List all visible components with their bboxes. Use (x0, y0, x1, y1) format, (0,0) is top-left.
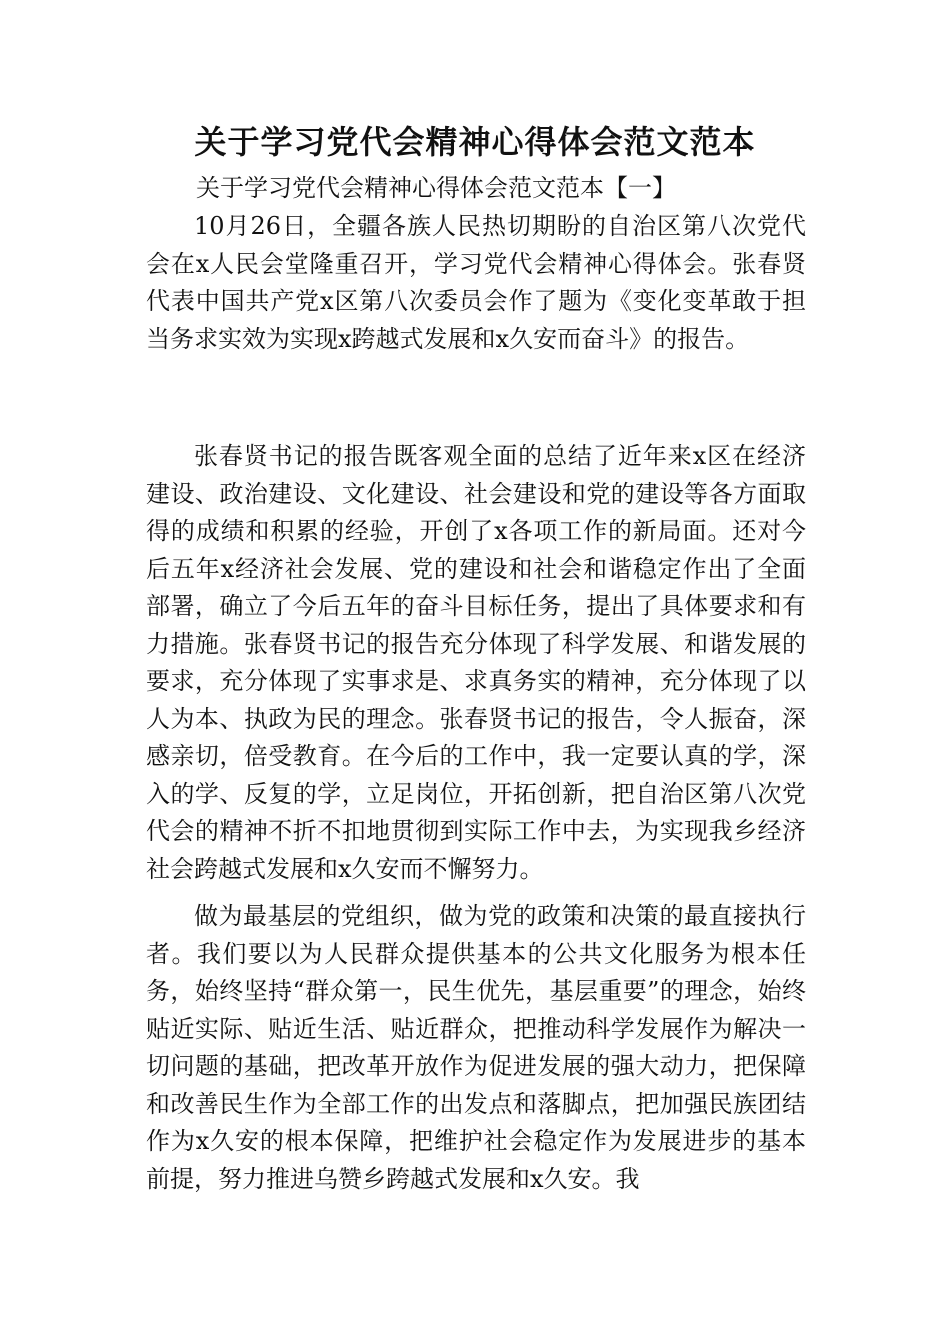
document-title: 关于学习党代会精神心得体会范文范本 (194, 123, 756, 161)
paragraph-2: 张春贤书记的报告既客观全面的总结了近年来x区在经济建设、政治建设、文化建设、社会建设和党的建设等各方面取得的成绩和积累的经验，开创了x各项工作的新局面。还对今后五年x经济社会发展、党的建设和社会和谐稳定作出了全面部署，确立了今后五年的奋斗目标任务，提出了具体要求和有力措施。张春贤书记的报告充分体现了科学发展、和谐发展的要求，充分体现了实事求是、求真务实的精神，充分体现了以人为本、执政为民的理念。张春贤书记的报告，令人振奋，深感亲切，倍受教育。在今后的工作中，我一定要认真的学，深入的学、反复的学，立足岗位，开拓创新，把自治区第八次党代会的精神不折不扣地贯彻到实际工作中去，为实现我乡经济社会跨越式发展和x久安而不懈努力。 (146, 442, 806, 883)
paragraph-3: 做为最基层的党组织，做为党的政策和决策的最直接执行者。我们要以为人民群众提供基本的公共文化服务为根本任务，始终坚持“群众第一，民生优先，基层重要”的理念，始终贴近实际、贴近生活、贴近群众，把推动科学发展作为解决一切问题的基础，把改革开放作为促进发展的强大动力，把保障和改善民生作为全部工作的出发点和落脚点，把加强民族团结作为x久安的根本保障，把维护社会稳定作为发展进步的基本前提，努力推进乌赞乡跨越式发展和x久安。我 (146, 902, 806, 1193)
section-subtitle: 关于学习党代会精神心得体会范文范本【一】 (196, 174, 676, 202)
paragraph-1: 10月26日，全疆各族人民热切期盼的自治区第八次党代会在x人民会堂隆重召开，学习党代会精神心得体会。张春贤代表中国共产党x区第八次委员会作了题为《变化变革敢于担当务求实效为实现x跨越式发展和x久安而奋斗》的报告。 (146, 212, 806, 353)
